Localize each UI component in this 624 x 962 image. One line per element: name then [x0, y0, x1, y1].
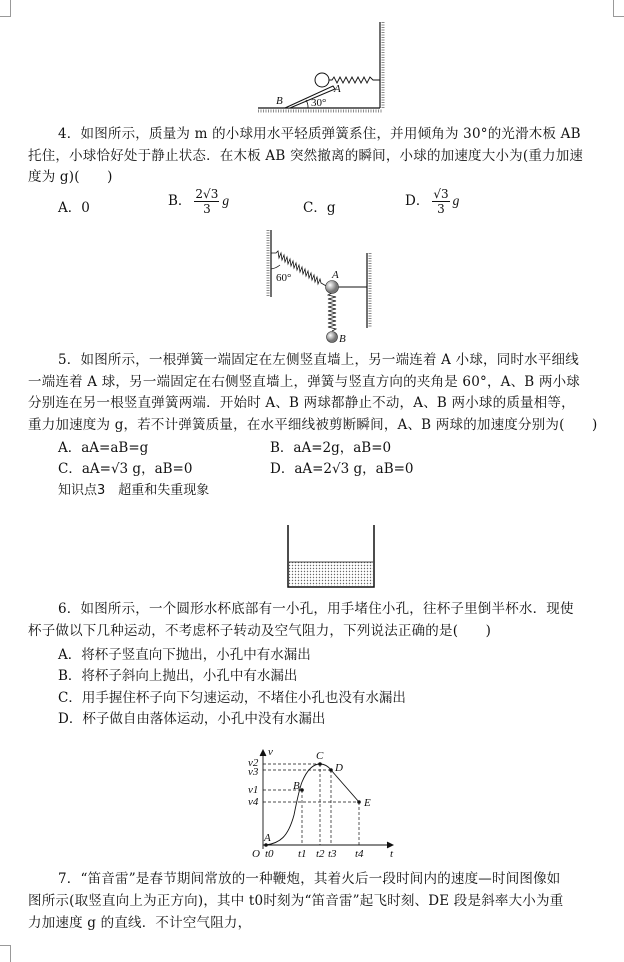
- denominator: 3: [203, 202, 211, 216]
- q7-line-1: 7．“笛音雷”是春节期间常放的一种鞭炮，其着火后一段时间内的速度—时间图像如: [58, 871, 561, 887]
- numerator: √3: [433, 187, 449, 201]
- fraction: [194, 187, 219, 216]
- q6-option-c: C．用手握住杯子向下匀速运动，不堵住小孔也没有水漏出: [58, 690, 406, 706]
- q4-option-b: [168, 187, 229, 216]
- point-b: B: [293, 780, 300, 792]
- v-tick-v3: v3: [248, 766, 259, 778]
- numerator: 2√3: [195, 187, 219, 201]
- ball-a: [326, 281, 339, 294]
- q5-line-4: 重力加速度为 g，若不计弹簧质量，在水平细线被剪断瞬间，A、B 两球的加速度分别为( ): [28, 417, 598, 433]
- t-axis-label: t: [390, 848, 394, 860]
- denominator: 3: [437, 202, 445, 216]
- label-b: B: [276, 95, 283, 107]
- point-c: C: [316, 750, 324, 762]
- q4-option-c: C．g: [303, 200, 336, 216]
- option-label: B．: [168, 193, 192, 209]
- q5-line-1: 5．如图所示，一根弹簧一端固定在左侧竖直墙上，另一端连着 A 小球，同时水平细线: [58, 352, 579, 368]
- q5-option-d: D．aA=2√3 g，aB=0: [270, 461, 414, 477]
- angle-label: 30°: [311, 97, 327, 109]
- q7-line-3: 力加速度 g 的直线．不计空气阻力，: [28, 915, 252, 931]
- q5-figure: [250, 225, 390, 345]
- crop-mark-top-left: [0, 0, 11, 17]
- q5-option-b: B．aA=2g，aB=0: [270, 440, 392, 456]
- label-a: A: [334, 83, 341, 95]
- ball-b: [327, 332, 338, 343]
- label-a: A: [332, 269, 339, 281]
- water: [289, 562, 373, 586]
- t-tick-t4: t4: [355, 848, 364, 860]
- q4-option-a: A．0: [58, 200, 90, 216]
- q4-line-1: 4．如图所示，质量为 m 的小球用水平轻质弹簧系住，并用倾角为 30°的光滑木板 AB: [58, 126, 581, 142]
- q5-line-2: 一端连着 A 球，另一端固定在右侧竖直墙上，弹簧与竖直方向的夹角是 60°，A、B 两小球: [28, 374, 581, 390]
- option-label: D．: [405, 193, 430, 209]
- board-ab: [285, 86, 335, 108]
- q5-option-c: C．aA=√3 g，aB=0: [58, 461, 193, 477]
- point-a: A: [264, 832, 271, 844]
- crop-mark-top-right: [613, 0, 624, 17]
- point-d: D: [335, 762, 343, 774]
- q7-line-2: 图所示(取竖直向上为正方向)，其中 t0时刻为“笛音雷”起飞时刻、DE 段是斜率大小为重: [28, 893, 564, 909]
- q4-line-3: 度为 g)( ): [28, 169, 113, 185]
- origin-label: O: [252, 848, 260, 860]
- q4-option-d: [405, 187, 459, 216]
- v-tick-v4: v4: [248, 796, 259, 808]
- unit: g: [222, 193, 230, 208]
- angle-label: 60°: [276, 272, 292, 284]
- q6-line-2: 杯子做以下几种运动，不考虑杯子转动及空气阻力，下列说法正确的是( ): [28, 623, 492, 639]
- crop-mark-bottom-left: [0, 945, 11, 962]
- t-tick-t1: t1: [298, 848, 307, 860]
- q4-line-2: 托住，小球恰好处于静止状态．在木板 AB 突然撤离的瞬间，小球的加速度大小为(重力加速: [28, 148, 584, 164]
- q7-vt-graph: [230, 745, 400, 865]
- point-e: E: [364, 797, 371, 809]
- q6-cup-figure: [285, 522, 377, 592]
- q4-figure: [250, 0, 400, 115]
- t-tick-t0: t0: [265, 848, 274, 860]
- v-tick-v1: v1: [248, 784, 259, 796]
- section-heading: 知识点3 超重和失重现象: [58, 483, 210, 498]
- q6-option-d: D．杯子做自由落体运动，小孔中没有水漏出: [58, 711, 326, 727]
- q5-option-a: A．aA=aB=g: [58, 440, 149, 456]
- ball: [315, 73, 329, 87]
- v-axis-label: v: [268, 746, 273, 758]
- label-b: B: [339, 333, 346, 345]
- q6-line-1: 6．如图所示，一个圆形水杯底部有一小孔，用手堵住小孔，往杯子里倒半杯水．现使: [58, 601, 574, 617]
- v-tick-v2: v2: [248, 757, 259, 769]
- fraction: [432, 187, 449, 216]
- q6-option-a: A．将杯子竖直向下抛出，小孔中有水漏出: [58, 647, 311, 663]
- unit: g: [452, 193, 460, 208]
- vertical-spring: [328, 293, 336, 331]
- q5-line-3: 分别连在另一根竖直弹簧两端．开始时 A、B 两球都静止不动，A、B 两小球的质量相等，: [28, 395, 575, 411]
- t-tick-t3: t3: [328, 848, 337, 860]
- t-tick-t2: t2: [316, 848, 325, 860]
- curve: [266, 764, 359, 845]
- q6-option-b: B．将杯子斜向上抛出，小孔中有水漏出: [58, 668, 298, 684]
